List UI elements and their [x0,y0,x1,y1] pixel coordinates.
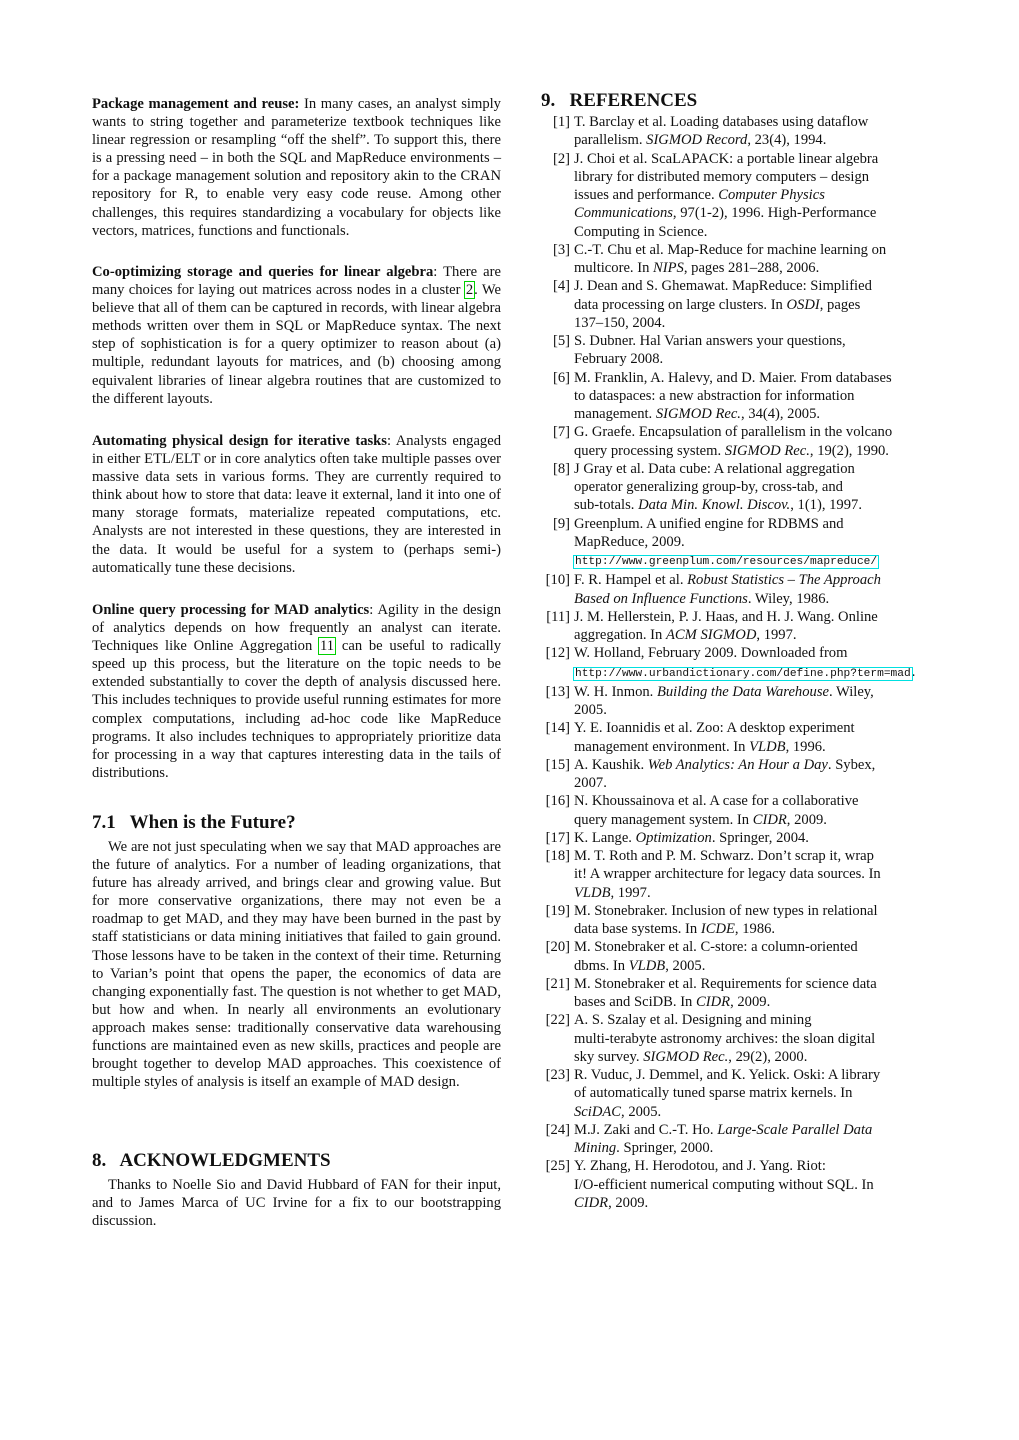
text-segment: , 97(1-2), 1996. High-Performance Computing in Science. [574,205,877,240]
text-segment: , 29(2), 2000. [728,1048,808,1065]
url-link[interactable]: http://www.urbandictionary.com/define.php?term=mad [575,667,911,680]
text-segment: R. Vuduc, J. Demmel, and K. Yelick. Oski: A library of automatically tuned sparse matrix kernels. In [574,1067,881,1102]
text-segment: , 1997. [756,627,797,643]
text-segment: M. T. Roth and P. M. Schwarz. Don’t scrap it, wrap it! A wrapper architecture for legacy data sources. In [574,848,881,883]
text-segment: M. Stonebraker et al. C-store: a column-oriented dbms. In [574,939,858,974]
reference-number: [5] [552,333,570,349]
reference-text [574,683,956,720]
reference-number: [2] [552,150,570,167]
reference-text [574,1121,956,1158]
reference-text [574,515,956,572]
italic-text: Building the Data Warehouse [656,683,829,700]
text-segment: C.-T. Chu et al. Map-Reduce for machine learning on multicore. In [574,241,887,276]
text-segment: . Wiley, 1986. [747,590,830,607]
text-segment: , 1(1), 1997. [790,497,862,514]
reference-text [574,460,956,515]
reference-item [541,1157,956,1212]
reference-item [541,515,956,572]
reference-number: [11] [546,608,570,625]
reference-item [541,369,956,424]
reference-item [541,644,956,683]
section-heading-7-1: 7.1 When is the Future? [92,812,296,833]
reference-number: [16] [545,793,570,810]
paragraph-when-is-future [92,838,501,1091]
text-segment: , 2009. [730,994,771,1010]
text-segment: M. Stonebraker et al. Requirements for science data bases and SciDB. In [574,975,877,1010]
reference-item [541,792,956,829]
reference-number: [10] [545,572,570,589]
reference-text [574,792,956,829]
text-segment: W. H. Inmon. [574,683,657,700]
italic-text: SIGMOD Rec. [724,442,810,459]
italic-text: CIDR [752,811,787,828]
bold-lead-in: Automating physical design for iterative tasks [92,433,387,449]
paragraph-acknowledgments [92,1176,501,1230]
reference-text [574,423,956,460]
reference-item [541,902,956,939]
text-segment: A. Kaushik. [574,756,648,773]
italic-text: ACM SIGMOD [666,627,757,643]
italic-text: CIDR [696,994,731,1010]
reference-number: [23] [545,1067,570,1083]
italic-text: Web Analytics: An Hour a Day [647,756,828,773]
text-segment: J. Choi et al. ScaLAPACK: a portable linear algebra library for distributed memory computers – design issues and performance. [574,150,879,203]
reference-item [541,332,956,369]
italic-text: VLDB [749,738,786,755]
text-segment: : Agility in the design of analytics depends on how frequently an analyst can iterate. Techniques like Online Aggregation [92,602,501,655]
text-segment: , 2005. [665,957,706,974]
text-segment: . Sybex, 2007. [574,756,876,791]
reference-text [574,608,956,645]
reference-text [574,719,956,756]
reference-item [541,423,956,460]
reference-number: [15] [545,756,570,773]
text-segment: , 19(2), 1990. [809,442,889,459]
reference-item [541,719,956,756]
text-segment: , 1997. [610,884,651,901]
italic-text: Computer Physics Communications [574,187,825,222]
reference-item [541,460,956,515]
reference-number: [17] [545,829,570,846]
reference-item [541,1066,956,1121]
text-segment: , pages 137–150, 2004. [574,296,861,331]
text-segment: W. Holland, February 2009. Downloaded from [574,645,848,662]
reference-number: [13] [545,683,570,700]
text-segment: : Analysts engaged in either ETL/ELT or in core analytics often take multiple passes over massive data sets in various forms. They are currently required to think about how to store that data: leave it external, land it into one of many storage formats, materialize repeated computations, etc. Analysts are not interested in these questions, they are interested in the data. It would be useful for a system to (perhaps semi-) automatically tune these decisions. [92,433,501,576]
url-link[interactable]: http://www.greenplum.com/resources/mapreduce/ [575,556,878,568]
text-segment: Y. E. Ioannidis et al. Zoo: A desktop experiment management environment. In [574,720,855,755]
reference-item [541,683,956,720]
italic-text: SIGMOD Rec. [643,1048,729,1065]
reference-number: [22] [545,1012,570,1029]
text-segment: . Springer, 2004. [711,829,809,846]
text-segment: , 2005. [621,1103,662,1120]
reference-number: [9] [552,515,570,532]
text-segment: J. M. Hellerstein, P. J. Haas, and H. J. Wang. Online aggregation. In [574,608,878,643]
reference-item [541,975,956,1012]
text-segment: Thanks to Noelle Sio and David Hubbard of FAN for their input, and to James Marca of UC Irvine for a fix to our bootstrapping discussion. [92,1177,501,1230]
reference-text [574,277,956,332]
paragraph-physical-design [92,432,501,577]
section-heading-references: 9. REFERENCES [541,90,698,111]
text-segment: . [911,663,916,680]
reference-number: [25] [545,1158,570,1175]
text-segment: can be useful to radically speed up this process, but the literature on the topic needs to be extended substantially to cover the depth of analysis discussed here. This includes techniques to provide useful running estimates for more complex computations, including ad-hoc code like MapReduce programs. It also includes techniques to appropriately prioritize data for processing in a way that captures interesting data in the tails of distributions. [92,638,501,781]
reference-list [541,113,956,1212]
paragraph-package-management [92,95,501,240]
text-segment: , 1996. [785,738,826,755]
reference-item [541,938,956,975]
text-segment: J Gray et al. Data cube: A relational aggregation operator generalizing group-by, cross-tab, and sub-totals. [574,460,855,514]
reference-text [574,1011,956,1066]
bold-lead-in: Online query processing for MAD analytics [92,602,370,618]
paragraph-online-query [92,601,501,782]
reference-number: [12] [545,645,570,662]
reference-text [574,829,956,847]
italic-text: Large-Scale Parallel Data Mining [574,1121,873,1156]
reference-number: [4] [552,278,570,295]
reference-number: [7] [552,424,570,441]
bold-lead-in: Package management and reuse: [92,96,300,112]
text-segment: , pages 281–288, 2006. [683,260,820,276]
reference-number: [14] [545,720,570,737]
reference-text [574,938,956,975]
text-segment: . Springer, 2000. [616,1140,714,1156]
text-segment: In many cases, an analyst simply wants to string together and parameterize textbook techniques like linear regression or resampling “off the shelf”. To support this, there is a pressing need – in both the SQL and MapReduce environments – for a package management solution and repository akin to the CRAN repository for R, to enable very easy code reuse. Among other challenges, this requires standardizing a vocabulary for objects like vectors, matrices, functions and functionals. [92,96,501,239]
text-segment: A. S. Szalay et al. Designing and mining multi-terabyte astronomy archives: the sloan digital sky survey. [574,1012,876,1065]
reference-text [574,1157,956,1212]
reference-text [574,756,956,793]
text-segment: M. Stonebraker. Inclusion of new types in relational data base systems. In [574,902,878,937]
text-segment: , 2009. [608,1194,649,1211]
text-segment: G. Graefe. Encapsulation of parallelism in the volcano query processing system. [574,424,893,459]
reference-text [574,241,956,278]
reference-text [574,571,956,608]
reference-text [574,847,956,902]
reference-text [574,150,956,241]
reference-number: [21] [545,975,570,992]
text-segment: T. Barclay et al. Loading databases using dataflow parallelism. [574,114,869,149]
reference-item [541,571,956,608]
text-segment: , 34(4), 2005. [740,406,821,422]
reference-item [541,829,956,847]
section-heading-acknowledgments: 8. ACKNOWLEDGMENTS [92,1150,331,1171]
text-segment: N. Khoussainova et al. A case for a collaborative query management system. In [574,793,859,828]
text-segment: Greenplum. A unified engine for RDBMS and MapReduce, 2009. [574,515,844,550]
paragraph-co-optimizing [92,263,501,408]
reference-number: [1] [552,114,570,130]
italic-text: NIPS [653,260,684,276]
reference-number: [8] [552,460,570,477]
reference-text [574,332,956,369]
text-segment: . We believe that all of them can be captured in records, with linear algebra methods written over them in SQL or MapReduce syntax. The next step of sophistication is for a query optimizer to reason about (a) multiple, redundant layouts for matrices, and (b) choosing among equivalent libraries of linear algebra routines that are customized to the different layouts. [92,282,501,407]
italic-text: SIGMOD Rec. [655,406,741,422]
text-segment: M. Franklin, A. Halevy, and D. Maier. From databases to dataspaces: a new abstraction for information management. [574,369,892,422]
reference-item [541,608,956,645]
reference-number: [18] [545,848,570,864]
reference-item [541,1121,956,1158]
italic-text: ICDE [700,921,735,937]
reference-text [574,369,956,424]
reference-number: [6] [552,369,570,386]
reference-text [574,644,956,683]
reference-item [541,1011,956,1066]
text-segment: : There are many choices for laying out matrices across nodes in a cluster [92,264,501,299]
text-segment: . Wiley, 2005. [574,683,874,718]
reference-item [541,277,956,332]
text-segment: S. Dubner. Hal Varian answers your questions, February 2008. [574,333,846,368]
reference-number: [3] [552,241,570,258]
italic-text: SIGMOD Record [646,132,748,149]
italic-text: OSDI [786,296,820,313]
reference-number: [19] [545,902,570,919]
reference-item [541,113,956,150]
reference-item [541,756,956,793]
italic-text: Optimization [635,829,712,846]
text-segment: J. Dean and S. Ghemawat. MapReduce: Simplified data processing on large clusters. In [574,278,872,313]
reference-text [574,113,956,150]
italic-text: VLDB [628,957,666,974]
italic-text: Data Min. Knowl. Discov. [638,497,791,514]
italic-text: Robust Statistics – The Approach Based on Influence Functions [574,572,881,607]
text-segment: M.J. Zaki and C.-T. Ho. [574,1121,718,1138]
citation-link[interactable]: 2 [465,282,474,299]
citation-link[interactable]: 11 [320,638,335,655]
bold-lead-in: Co-optimizing storage and queries for linear algebra [92,264,434,280]
reference-text [574,902,956,939]
reference-item [541,847,956,902]
text-segment: , 1986. [734,921,776,937]
text-segment: F. R. Hampel et al. [574,572,688,589]
reference-number: [24] [545,1121,570,1138]
reference-item [541,241,956,278]
reference-item [541,150,956,241]
text-segment: , 23(4), 1994. [747,132,827,149]
italic-text: CIDR [574,1194,609,1211]
text-segment: K. Lange. [574,829,636,846]
text-segment: Y. Zhang, H. Herodotou, and J. Yang. Riot: I/O-efficient numerical computing without SQL. In [574,1158,874,1193]
italic-text: VLDB [574,884,611,901]
reference-text [574,1066,956,1121]
reference-number: [20] [545,939,570,956]
text-segment: We are not just speculating when we say that MAD approaches are the future of analytics. For a number of leading organizations, that future has already arrived, and brings clear and growing value. But for more conservative organizations, there may not even be a roadmap to get MAD, and they may have been burned in the past by staff statisticians or data mining initiatives that failed to gain ground. Those lessons have to be taken in the context of their time. Returning to Varian’s point that opens the paper, the economics of data are changing exponentially fast. The question is not whether to get MAD, but how and when. In nearly all environments an evolutionary approach makes sense: traditionally conservative data warehousing functions are maintained even as new skills, practices and people are brought together to develop MAD approaches. This coexistence of multiple styles of analysis is itself an example of MAD design. [92,839,501,1091]
reference-text [574,975,956,1012]
italic-text: SciDAC [574,1103,622,1120]
text-segment: , 2009. [786,811,827,828]
